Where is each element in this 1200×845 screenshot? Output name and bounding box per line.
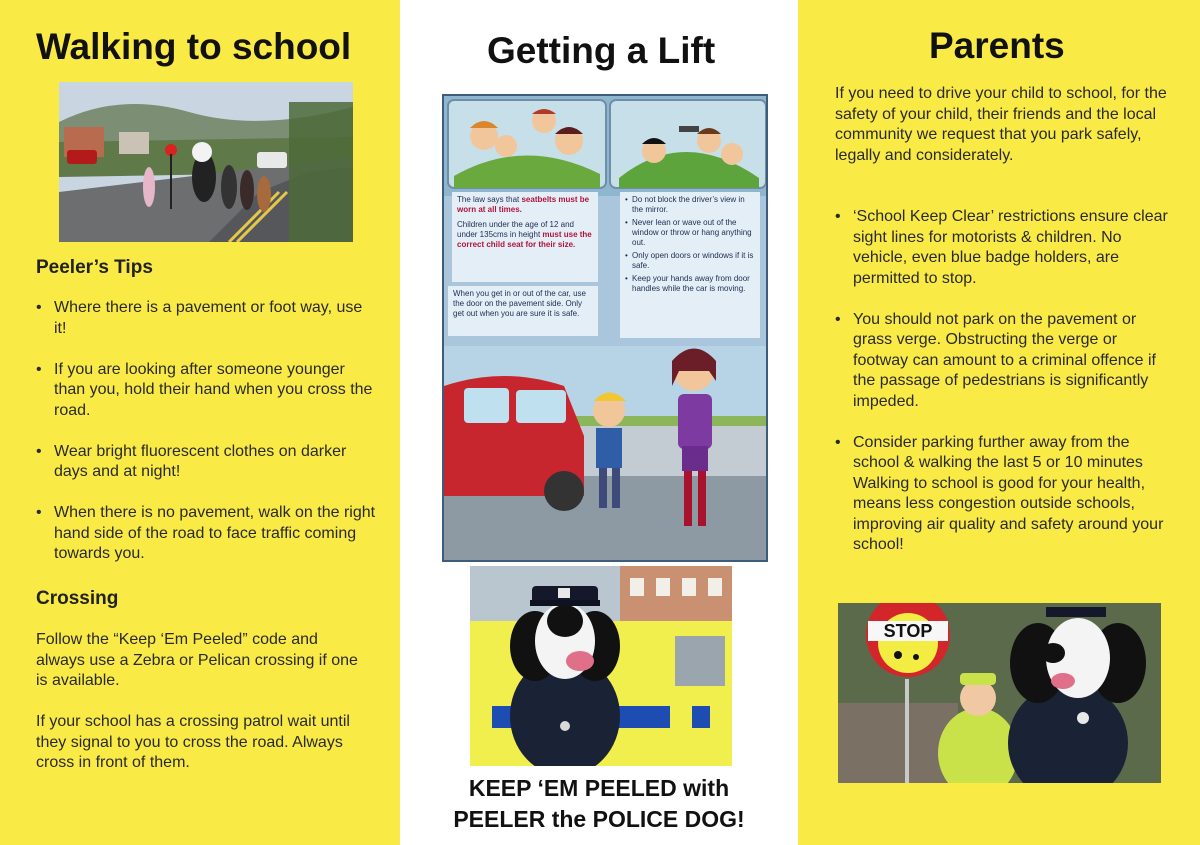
car-rule: • Do not block the driver’s view in the mirror. — [625, 195, 755, 215]
parents-panel — [798, 0, 1200, 845]
walking-panel — [0, 0, 400, 845]
police-dog-photo — [470, 566, 732, 766]
crossing-paragraph: Follow the “Keep ‘Em Peeled” code and always use a Zebra or Pelican crossing if one is available. — [36, 631, 358, 689]
parents-tip: • ‘School Keep Clear’ restrictions ensure clear sight lines for motorists & children. No vehicle, even blue badge holders, are permitted to stop. — [835, 207, 1175, 289]
car-rule: • Only open doors or windows if it is safe. — [625, 251, 755, 271]
tip-item: • Where there is a pavement or foot way, use it! — [36, 298, 376, 339]
tip-item: • If you are looking after someone younger than you, hold their hand when you cross the road. — [36, 360, 376, 422]
parents-title: Parents — [929, 25, 1065, 66]
car-rule: • Never lean or wave out of the window or throw or hang anything out. — [625, 218, 755, 248]
tips-heading: Peeler’s Tips — [36, 257, 153, 278]
keep-em-peeled-caption-line1: KEEP ‘EM PEELED with — [468, 775, 730, 801]
keep-em-peeled-caption-line2: PEELER the POLICE DOG! — [453, 806, 745, 832]
pavement-door-text: When you get in or out of the car, use the door on the pavement side. Only get out when you are sure it is safe. — [453, 289, 586, 318]
car-safety-cartoon — [442, 94, 768, 562]
child-seat-text-red: must use the correct child seat for their size. — [457, 230, 592, 249]
crossing-patrol-paragraph: If your school has a crossing patrol wait until they signal to you to cross the road. Always cross in front of them. — [36, 713, 350, 771]
walking-photo — [59, 82, 353, 242]
tip-item: • When there is no pavement, walk on the right hand side of the road to face traffic coming towards you. — [36, 503, 376, 565]
walking-title: Walking to school — [36, 26, 352, 67]
lift-title: Getting a Lift — [487, 30, 716, 71]
parents-tips-list — [835, 207, 1175, 576]
crossing-heading: Crossing — [36, 588, 119, 609]
seatbelt-law-box — [452, 192, 598, 282]
parents-intro: If you need to drive your child to school, for the safety of your child, their friends and the local community we request that you park safely, legally and considerately. — [835, 85, 1167, 164]
tips-list — [36, 298, 376, 565]
crossing-patrol-photo — [838, 603, 1161, 783]
car-rules-box — [620, 192, 760, 338]
child-seat-text-pre: Children under the age of 12 and under 135cms in height — [457, 220, 574, 239]
stop-sign-text: STOP — [883, 621, 933, 641]
pavement-door-box — [448, 286, 598, 336]
car-rule: • Keep your hands away from door handles while the car is moving. — [625, 274, 755, 294]
seatbelt-text-pre: The law says that — [457, 195, 522, 204]
tip-item: • Wear bright fluorescent clothes on darker days and at night! — [36, 442, 376, 483]
parents-tip: • Consider parking further away from the school & walking the last 5 or 10 minutes Walking to school is good for your health, means less congestion outside schools, improving air quality and safety around your school! — [835, 433, 1175, 556]
seatbelt-text-red: seatbelts must be worn at all times. — [457, 195, 590, 214]
parents-tip: • You should not park on the pavement or grass verge. Obstructing the verge or footway can amount to a criminal offence if the passage of pedestrians is significantly impeded. — [835, 310, 1175, 413]
